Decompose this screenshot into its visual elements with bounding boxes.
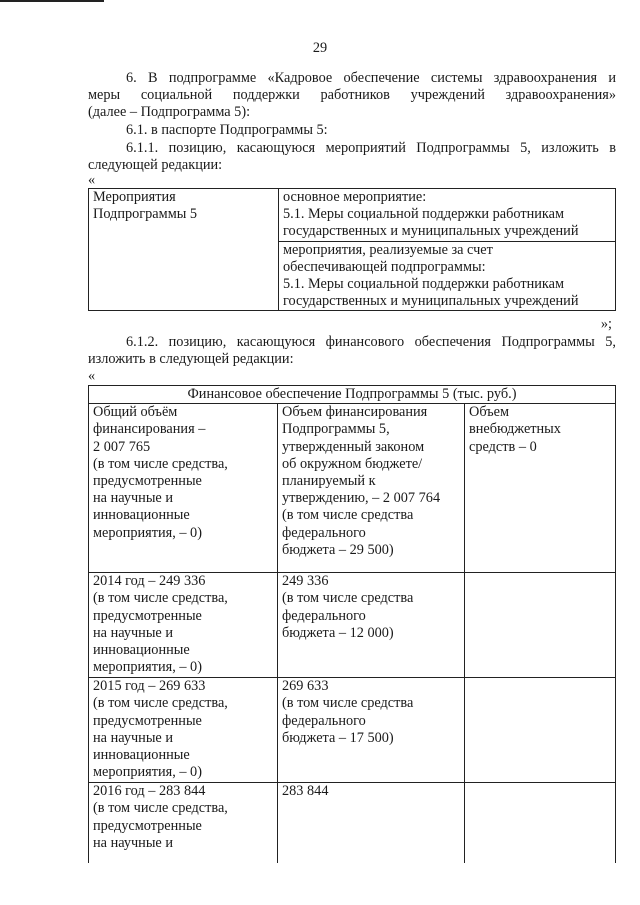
paragraph-6-line-2: меры социальной поддержки работников учреждений здравоохранения» <box>88 87 616 104</box>
year-2016-cell: 2016 год – 283 844 (в том числе средства, предусмотренные на научные и <box>89 783 278 864</box>
quote-close-1: »; <box>600 316 612 332</box>
year-2014-budget-cell: 249 336 (в том числе средства федерального бюджета – 12 000) <box>278 573 465 678</box>
paragraph-6-1-2-line-1: 6.1.2. позицию, касающуюся финансового обеспечения Подпрограммы 5, <box>126 334 616 350</box>
activities-label-cell: Мероприятия Подпрограммы 5 <box>89 189 279 311</box>
total-financing-cell: Общий объём финансирования – 2 007 765 (в том числе средства, предусмотренные на научные и инновационные мероприятия, – 0) <box>89 404 278 573</box>
paragraph-6-1-1-line-2: следующей редакции: <box>88 157 223 174</box>
main-activity-cell: основное мероприятие: 5.1. Меры социальной поддержки работникам государственных и муниципальных учреждений <box>279 189 616 242</box>
table-row <box>89 404 616 573</box>
table-row <box>89 573 616 678</box>
paragraph-6-line-1: 6. В подпрограмме «Кадровое обеспечение системы здравоохранения и <box>126 70 616 86</box>
activities-row <box>89 189 616 242</box>
paragraph-6-1-1 <box>88 140 616 174</box>
paragraph-6 <box>88 70 616 122</box>
year-2015-extra-cell <box>465 678 616 783</box>
paragraph-6-1-2-line-2: изложить в следующей редакции: <box>88 351 294 368</box>
paragraph-6-1-line: 6.1. в паспорте Подпрограммы 5: <box>126 122 328 138</box>
budget-financing-cell: Объем финансирования Подпрограммы 5, утвержденный законом об окружном бюджете/ планируемый к утверждению, – 2 007 764 (в том числе средства федерального бюджета – 29 500) <box>278 404 465 573</box>
financing-table <box>88 385 616 863</box>
quote-open-1: « <box>88 172 96 188</box>
extrabudgetary-cell: Объем внебюджетных средств – 0 <box>465 404 616 573</box>
financing-header-row <box>89 386 616 404</box>
year-2015-cell: 2015 год – 269 633 (в том числе средства, предусмотренные на научные и инновационные мероприятия, – 0) <box>89 678 278 783</box>
financing-table-header: Финансовое обеспечение Подпрограммы 5 (тыс. руб.) <box>89 386 616 404</box>
paragraph-6-1 <box>88 122 616 139</box>
support-activity-cell: мероприятия, реализуемые за счет обеспечивающей подпрограммы: 5.1. Меры социальной поддержки работникам государственных и муниципальных учреждений <box>279 241 616 311</box>
year-2016-budget-cell: 283 844 <box>278 783 465 864</box>
table-row <box>89 678 616 783</box>
paragraph-6-1-2 <box>88 334 616 368</box>
year-2014-cell: 2014 год – 249 336 (в том числе средства, предусмотренные на научные и инновационные мероприятия, – 0) <box>89 573 278 678</box>
paragraph-6-1-1-line-1: 6.1.1. позицию, касающуюся мероприятий Подпрограммы 5, изложить в <box>126 140 616 156</box>
paragraph-6-line-3: (далее – Подпрограмма 5): <box>88 104 251 121</box>
activities-table <box>88 188 616 311</box>
table-row <box>89 783 616 864</box>
quote-open-2: « <box>88 368 96 384</box>
year-2016-extra-cell <box>465 783 616 864</box>
year-2015-budget-cell: 269 633 (в том числе средства федерального бюджета – 17 500) <box>278 678 465 783</box>
page-number: 29 <box>312 40 328 56</box>
year-2014-extra-cell <box>465 573 616 678</box>
top-rule <box>0 0 104 2</box>
